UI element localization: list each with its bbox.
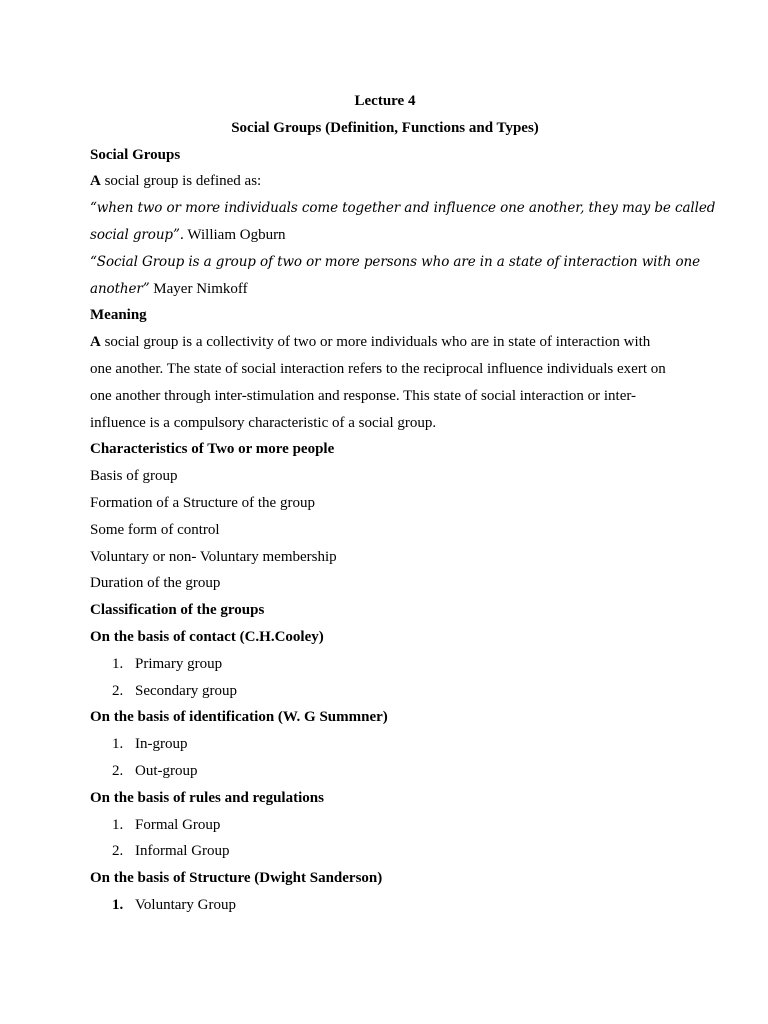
- quote-ogburn-line1: “when two or more individuals come together and influence one another, they may be called: [90, 200, 716, 217]
- definition-intro: [90, 168, 680, 195]
- characteristic-item: Some form of control: [90, 521, 220, 538]
- list-number: 1.: [112, 896, 124, 913]
- structure-heading: On the basis of Structure (Dwight Sanderson): [90, 870, 383, 887]
- list-item: [90, 758, 680, 785]
- list-label: Voluntary Group: [135, 896, 236, 913]
- list-item: [90, 731, 680, 758]
- definition-rest: social group is defined as:: [100, 173, 262, 190]
- meaning-line4: influence is a compulsory characteristic of a social group.: [90, 414, 437, 431]
- list-item: [90, 812, 680, 839]
- list-number: 1.: [112, 736, 124, 753]
- classification-heading: Classification of the groups: [90, 602, 265, 619]
- quote-ogburn-text: social group”.: [90, 226, 184, 243]
- meaning-line2: one another. The state of social interaction refers to the reciprocal influence individuals exert on: [90, 360, 666, 377]
- meaning-lead: A: [90, 334, 101, 351]
- quote-ogburn-line2: [90, 222, 680, 249]
- characteristic-item: Voluntary or non- Voluntary membership: [90, 548, 337, 565]
- list-label: Secondary group: [135, 682, 238, 699]
- characteristic-item: Basis of group: [90, 468, 178, 485]
- meaning-line1-text: social group is a collectivity of two or more individuals who are in state of interaction with: [100, 334, 651, 351]
- document-title: Social Groups (Definition, Functions and Types): [231, 119, 539, 136]
- list-item: [90, 838, 680, 865]
- contact-heading: On the basis of contact (C.H.Cooley): [90, 628, 324, 645]
- quote-nimkoff-line2: [90, 276, 680, 303]
- quote-ogburn-author: William Ogburn: [183, 226, 286, 243]
- list-item: [90, 651, 680, 678]
- list-label: Informal Group: [135, 843, 230, 860]
- quote-nimkoff-text: another”: [90, 280, 150, 297]
- meaning-line3: one another through inter-stimulation and response. This state of social interaction or inter-: [90, 387, 637, 404]
- quote-nimkoff-line1: “Social Group is a group of two or more persons who are in a state of interaction with one: [90, 253, 700, 270]
- list-item: [90, 892, 680, 919]
- rules-heading: On the basis of rules and regulations: [90, 789, 324, 806]
- meaning-heading: Meaning: [90, 307, 147, 324]
- list-label: Formal Group: [135, 816, 221, 833]
- quote-nimkoff-author: Mayer Nimkoff: [149, 280, 248, 297]
- definition-lead: A: [90, 173, 101, 190]
- list-number: 1.: [112, 816, 124, 833]
- list-number: 2.: [112, 762, 124, 779]
- characteristic-item: Formation of a Structure of the group: [90, 494, 315, 511]
- list-number: 2.: [112, 682, 124, 699]
- list-label: In-group: [135, 736, 188, 753]
- list-label: Primary group: [135, 655, 223, 672]
- list-number: 2.: [112, 843, 124, 860]
- identification-heading: On the basis of identification (W. G Summner): [90, 709, 388, 726]
- meaning-line1: [90, 329, 680, 356]
- list-item: [90, 678, 680, 705]
- list-label: Out-group: [135, 762, 198, 779]
- list-number: 1.: [112, 655, 124, 672]
- social-groups-heading: Social Groups: [90, 146, 181, 163]
- document-body: [90, 88, 716, 919]
- characteristics-heading: Characteristics of Two or more people: [90, 441, 335, 458]
- lecture-number: Lecture 4: [354, 93, 416, 109]
- characteristic-item: Duration of the group: [90, 575, 221, 592]
